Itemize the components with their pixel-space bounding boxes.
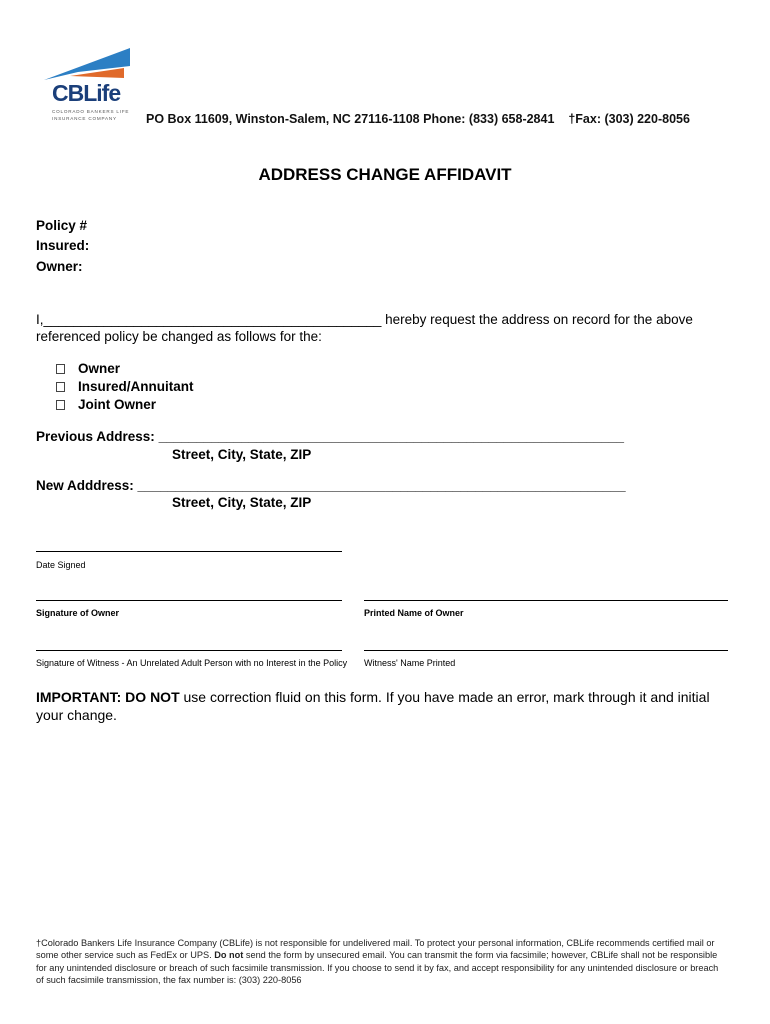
logo-subtitle-1: COLORADO BANKERS LIFE [52, 109, 130, 114]
owner-checkbox[interactable] [56, 364, 65, 374]
new-address-hint: Street, City, State, ZIP [172, 495, 312, 510]
date-signed-label: Date Signed [36, 560, 86, 570]
insured-label: Insured: [36, 238, 90, 253]
footnote-bold: Do not [214, 950, 244, 961]
insured-annuitant-checkbox[interactable] [56, 382, 65, 392]
previous-address-hint: Street, City, State, ZIP [172, 447, 312, 462]
new-address-field[interactable]: _________________________________________________________________ [137, 478, 626, 493]
option-insured-annuitant-label: Insured/Annuitant [78, 379, 194, 394]
option-owner-label: Owner [78, 361, 121, 376]
cblife-logo [38, 46, 138, 138]
owner-label: Owner: [36, 259, 83, 274]
option-owner[interactable] [56, 361, 120, 376]
owner-signature-line[interactable] [36, 600, 342, 601]
option-joint-owner[interactable] [56, 397, 156, 412]
requester-name-blank[interactable]: _____________________________________________ [43, 312, 382, 327]
new-address-label: New Adddress: [36, 478, 134, 493]
important-text: use correction fluid on this form. If you have made an error, mark through it and initial your change. [36, 689, 710, 723]
previous-address-label: Previous Address: [36, 429, 155, 444]
previous-address-field[interactable]: ______________________________________________________________ [158, 429, 625, 444]
important-bold: IMPORTANT: DO NOT [36, 689, 180, 705]
logo-wordmark: CBLife [52, 80, 121, 106]
joint-owner-checkbox[interactable] [56, 400, 65, 410]
witness-name-line[interactable] [364, 650, 728, 651]
address-phone: PO Box 11609, Winston-Salem, NC 27116-1108 Phone: (833) 658-2841 [146, 112, 555, 126]
previous-address-row [36, 429, 624, 444]
printed-name-owner-label: Printed Name of Owner [364, 608, 464, 618]
signature-of-witness-label: Signature of Witness - An Unrelated Adult Person with no Interest in the Policy [36, 658, 348, 668]
request-line-2: referenced policy be changed as follows for the: [36, 329, 322, 344]
new-address-row [36, 478, 626, 493]
witness-name-label: Witness' Name Printed [364, 658, 456, 668]
request-prefix: I, [36, 312, 44, 327]
footnote [36, 937, 726, 987]
policy-number-label: Policy # [36, 218, 88, 233]
witness-signature-line[interactable] [36, 650, 342, 651]
option-insured-annuitant[interactable] [56, 379, 194, 394]
logo-subtitle-2: INSURANCE COMPANY [52, 116, 117, 121]
date-signed-line[interactable] [36, 551, 342, 552]
signature-of-owner-label: Signature of Owner [36, 608, 120, 618]
contact-line [146, 112, 690, 126]
request-line-1 [36, 312, 693, 327]
footnote-part-2: send the form by unsecured email. You can transmit the form via facsimile; however, CBLife shall not be responsible for any unintended disclosure or breach of such facsimile transmission. If you choose to send it by fax, and accept responsibility for any unintended disclosure or breach of such facsimile transmission, the fax number is: (303) 220-8056 [36, 950, 719, 986]
fax-number: †Fax: (303) 220-8056 [568, 112, 690, 126]
request-suffix: hereby request the address on record for the above [385, 312, 693, 327]
printed-name-owner-line[interactable] [364, 600, 728, 601]
option-joint-owner-label: Joint Owner [78, 397, 157, 412]
page-title: ADDRESS CHANGE AFFIDAVIT [258, 165, 512, 184]
footnote-part-1: †Colorado Bankers Life Insurance Company (CBLife) is not responsible for undelivered mail. To protect your personal information, CBLife recommends certified mail or some other service such as FedEx or UPS. [36, 938, 715, 961]
important-note [36, 688, 736, 724]
